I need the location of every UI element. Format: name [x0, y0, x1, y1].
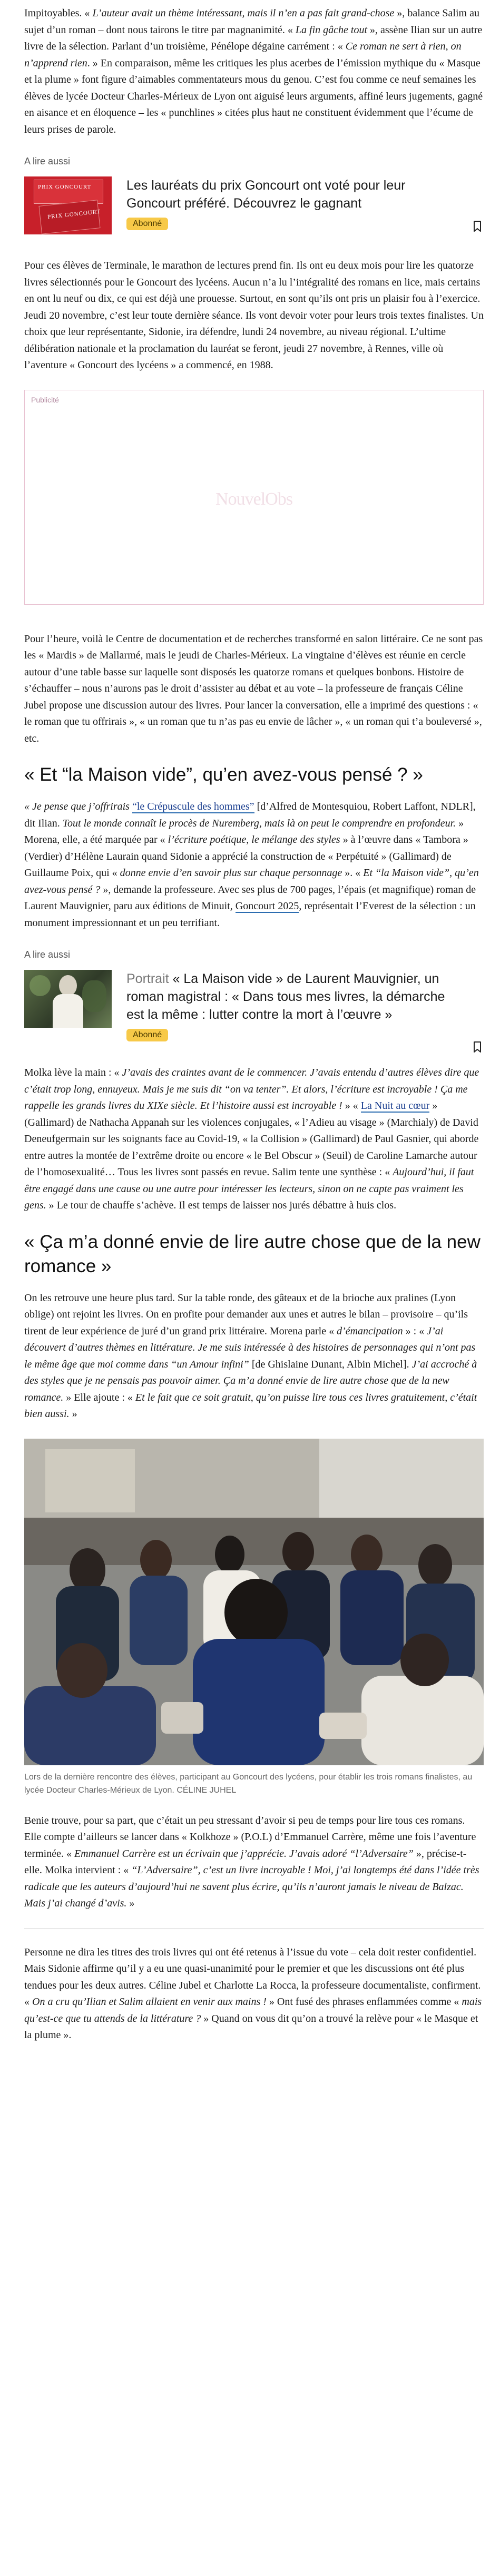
related-article-text [126, 176, 484, 230]
paragraph [24, 799, 484, 931]
quote: Aujourd’hui, il faut être engagé dans une cause ou une autre pour intéresser les lecteurs, sinon on ne capte pas vraiment les gens. [24, 1166, 474, 1211]
quote: Et “la Maison vide”, qu’en avez-vous pensé ? [24, 867, 479, 896]
quote: J’ai découvert d’autres thèmes en littérature. Je me suis intéressée à des histoires de personnages qui n’ont pas le même âge que moi comme dans “un Amour infini” [24, 1325, 476, 1370]
text: Molka lève la main : « [24, 1067, 122, 1078]
text: Impitoyables. « [24, 7, 93, 19]
text: . » En comparaison, même les critiques les plus acerbes de l’émission mythique du « Masque et la plume » font figure d’aimables commentateurs mous du genou. C’est fou comme ce neuf semaines les élèves de lycée Docteur Charles-Mérieux de Lyon ont aiguisé leurs arguments, affiné leurs jugements, gagné en aisance et en éloquence – les « punchlines » citées plus haut ne constituent évidemment que l’écume de leurs prises de parole. [24, 57, 483, 135]
book-link[interactable]: La Nuit au cœur [360, 1100, 430, 1112]
related-article-card[interactable] [24, 970, 484, 1041]
related-article-title[interactable]: Les lauréats du prix Goncourt ont voté pour leur Goncourt préféré. Découvrez le gagnant [126, 178, 406, 211]
section-heading: « Et “la Maison vide”, qu’en avez-vous pensé ? » [24, 764, 423, 785]
text: » : « [403, 1325, 427, 1337]
text: ». « [342, 867, 364, 879]
quote: mais qu’est-ce que tu attends de la littérature ? [24, 1996, 482, 2024]
text: », précise-t-elle. Molka intervient : « [24, 1847, 467, 1876]
subscriber-badge: Abonné [126, 218, 168, 230]
quote: d’émancipation [337, 1325, 403, 1337]
text: On les retrouve une heure plus tard. Sur la table ronde, des gâteaux et de la brioche aux pralines (Lyon oblige) ont rejoint les livres. On en profite pour demander aux unes et autres le bilan – provisoire – qu’ils tirent de leur expérience de juré d’un grand prix littéraire. Morena parle « [24, 1292, 468, 1337]
bookmark-icon[interactable] [473, 221, 482, 232]
quote: Ce roman ne sert à rien, on n’apprend rien [24, 41, 462, 69]
article-column [24, 5, 484, 2044]
paragraph: Pour l’heure, voilà le Centre de documentation et de recherches transformé en salon littéraire. Ce ne sont pas les « Mardis » de Mallarmé, mais le jeudi de Charles-Mérieux. La vingtaine d’élèves est réunie en cercle autour d’une table basse sur laquelle sont disposés les quatorze romans et quelques bonbons. Histoire de s’échauffer – nous n’aurons pas le droit d’assister au débat et au vote – la professeure de français Céline Jubel propose une discussion autour des livres. Pour lancer la conversation, elle a imprimé des questions : « le roman que tu offrirais », « un roman que tu n’as pas eu envie de lâcher », « un roman qui t’a bouleversé », etc. [24, 633, 483, 744]
quote: L’auteur avait un thème intéressant, mais il n’en a pas fait grand-chose [92, 7, 395, 19]
divider [24, 1928, 484, 1929]
related-article-thumbnail[interactable] [24, 970, 112, 1028]
text: » Le tour de chauffe s’achève. Il est temps de laisser nos jurés débattre à huis clos. [46, 1199, 397, 1211]
text: » Ont fusé des phrases enflammées comme « [266, 1996, 462, 2008]
text: Personne ne dira les titres des trois livres qui ont été retenus à l’issue du vote – cela doit rester confidentiel. Mais Sidonie affirme qu’il y a eu une quasi-unanimité pour le premier et que les discussions ont été plus tendues pour les deux autres. Céline Jubel et Charlotte La Rocca, la professeure documentaliste, confirment. « [24, 1946, 481, 2008]
quote: Emmanuel Carrère est un écrivain que j’apprécie. J’avais adoré “l’Adversaire” [74, 1847, 414, 1860]
read-also-label: A lire aussi [24, 156, 71, 166]
article-photo [24, 1439, 484, 1765]
section-heading: « Ça m’a donné envie de lire autre chose que de la new romance » [24, 1231, 481, 1276]
quote: J’avais des craintes avant de le commencer. J’avais entendu d’autres élèves dire que c’était trop long, ennuyeux. Mais je me suis dit “on va tenter”. Et alors, l’écriture est incroyable ! Ça me rappelle les grands livres du XIXe siècle. Et l’histoire aussi est incroyable ! [24, 1067, 479, 1112]
article-page [0, 5, 500, 2081]
thumbnail-text: PRIX GONCOURT [38, 184, 92, 190]
quote: Tout le monde connaît le procès de Nuremberg, mais là on peut le comprendre en profondeur. [62, 817, 456, 829]
quote: « Je pense que j’offrirais [24, 801, 132, 812]
paragraph [24, 5, 484, 138]
thumbnail-text: PRIX GONCOURT [47, 208, 101, 221]
paragraph: Pour ces élèves de Terminale, le marathon de lectures prend fin. Ils ont eu deux mois pour lire les quatorze livres sélectionnés pour le Goncourt des lycéens. Aucun n’a lu l’intégralité des romans en lice, mais certains en ont lu neuf ou dix, ce qui est déjà une prouesse. Surtout, en sont qu’ils ont pris un plaisir fou à l’exercice. Jeudi 20 novembre, c’est leur toute dernière séance. Ils vont devoir voter pour leurs trois textes finalistes. Un choix que leur représentante, Sidonie, ira défendre, lundi 24 novembre, au niveau régional. L’ultime délibération nationale et la proclamation du lauréat se feront, jeudi 27 novembre, à Rennes, ville où l’aventure « Goncourt des lycéens » a commencé, en 1988. [24, 260, 484, 371]
related-article-title[interactable] [126, 970, 452, 1024]
quote: La fin gâche tout [295, 24, 368, 36]
text: » Morena, elle, a été marquée par « [24, 817, 464, 845]
book-link[interactable]: “le Crépuscule des hommes” [132, 801, 254, 812]
text: » Elle ajoute : « [63, 1391, 135, 1403]
related-article-thumbnail[interactable] [24, 176, 112, 234]
text: » Quand on vous dit qu’on a trouvé la relève pour « le Masque et la plume ». [24, 2012, 478, 2041]
caption-text: Lors de la dernière rencontre des élèves, participant au Goncourt des lycéens, pour établir les trois romans finalistes, au lycée Docteur Charles-Mérieux de Lyon. [24, 1772, 473, 1795]
quote: donne envie d’en savoir plus sur chaque personnage [120, 867, 342, 879]
quote: On a cru qu’Ilian et Salim allaient en venir aux mains ! [32, 1996, 267, 2008]
bookmark-icon[interactable] [473, 1041, 482, 1053]
text: , représentait l’Everest de la sélection : un monument impressionnant et un peu terrifiant. [24, 900, 476, 929]
paragraph [24, 1813, 484, 1912]
text: », assène Ilian sur un autre livre de la sélection. Parlant d’un troisième, Pénélope dégaine carrément : « [24, 24, 483, 52]
text: » (Gallimard) de Nathacha Appanah sur les violences conjugales, « l’Adieu au visage » (Marchialy) de David Deneufgermain sur les soignants face au Covid-19, « la Collision » (Gallimard) de Paul Gasnier, qui aborde entre autres la montée de l’extrême droite ou encore « le Bel Obscur » (Seuil) de Caroline Lamarche autour de l’homosexualité… Tous les livres sont passés en revue. Salim tente une synthèse : « [24, 1100, 479, 1178]
photo-caption [24, 1771, 484, 1797]
text: Benie trouve, pour sa part, que c’était un peu stressant d’avoir si peu de temps pour lire tous ces romans. Elle compte d’ailleurs se lancer dans « Kolkhoze » (P.O.L) d’Emmanuel Carrère, même une fois l’aventure terminée. « [24, 1814, 476, 1860]
quote: Et le fait que ce soit gratuit, qu’on puisse lire tous ces livres gratuitement, c’était bien aussi. [24, 1391, 477, 1420]
photo-credit: CÉLINE JUHEL [177, 1785, 237, 1795]
advertisement-slot [24, 390, 484, 605]
paragraph [24, 1944, 484, 2044]
kicker: Portrait [126, 971, 169, 986]
text: », demande la professeure. Avec ses plus de 700 pages, l’épais (et magnifique) roman de Laurent Mauvignier, paru aux éditions de Minuit, [24, 883, 476, 912]
goncourt-link[interactable]: Goncourt 2025 [235, 900, 299, 912]
text: [de Ghislaine Dunant, Albin Michel]. [249, 1358, 412, 1370]
ad-placeholder-logo: NouvelObs [215, 489, 292, 509]
text: » à l’œuvre dans « Tambora » (Verdier) d’Hélène Laurain quand Sidonie a apprécié la construction de « Perpétuité » (Gallimard) de Guillaume Poix, qui « [24, 834, 468, 879]
paragraph [24, 1290, 484, 1423]
classroom-photo-illustration [24, 1439, 484, 1765]
quote: J’ai accroché à des styles que je ne pensais pas pouvoir aimer. Ça m’a donné envie de lire autre chose que de la new romance. [24, 1358, 477, 1403]
text: » [69, 1408, 77, 1420]
text: » [126, 1897, 135, 1909]
paragraph [24, 1065, 484, 1214]
related-article-card[interactable] [24, 176, 484, 234]
subscriber-badge: Abonné [126, 1029, 168, 1041]
quote: l’écriture poétique, le mélange des styles [168, 834, 340, 845]
text: », balance Salim au sujet d’un roman – dont nous tairons le titre par magnanimité. « [24, 7, 479, 36]
ad-label: Publicité [31, 395, 59, 404]
text: » « [342, 1100, 361, 1112]
title-text: « La Maison vide » de Laurent Mauvignier, un roman magistral : « Dans tous mes livres, la démarche est la même : lutter contre la mort à l’œuvre » [126, 971, 445, 1022]
related-article-text [126, 970, 484, 1041]
text: [d’Alfred de Montesquiou, Robert Laffont, NDLR], dit Ilian. [24, 801, 476, 829]
read-also-label: A lire aussi [24, 949, 71, 960]
quote: “L’Adversaire”, c’est un livre incroyable ! Moi, j’ai longtemps été dans l’idée très radicale que les auteurs d’aujourd’hui ne savent plus écrire, qu’ils n’auront jamais le niveau de Balzac. Mais j’ai changé d’avis. [24, 1864, 479, 1909]
